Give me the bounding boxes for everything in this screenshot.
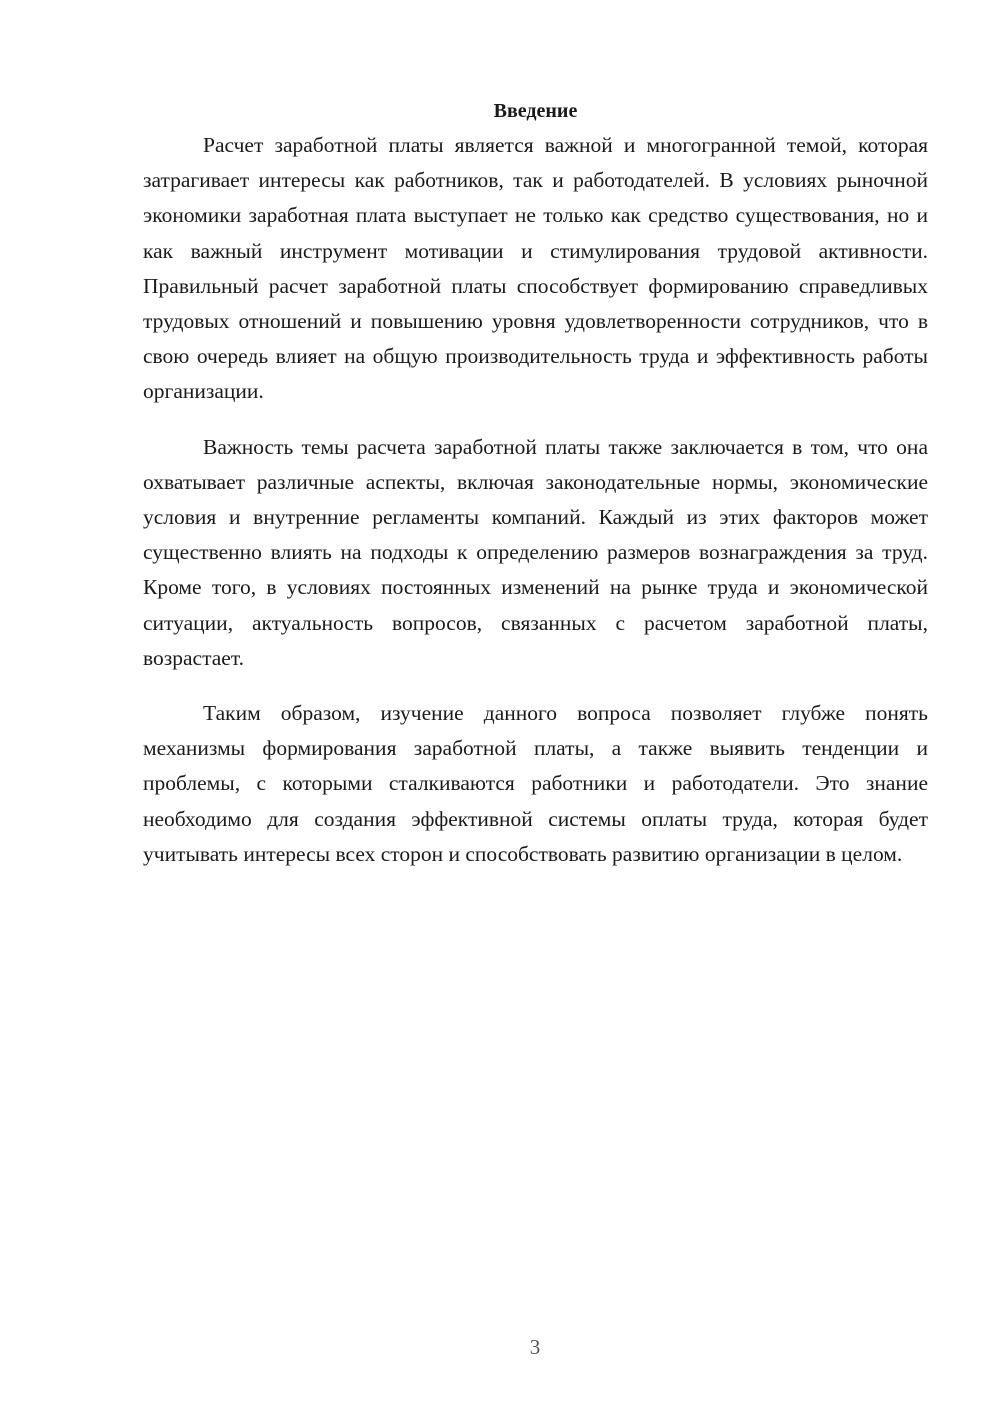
paragraph-3: Таким образом, изучение данного вопроса позволяет глубже понять механизмы формирования заработной платы, а также выявить тенденции и проблемы, с которыми сталкиваются работники и работодатели. Это знание необходимо для создания эффективной системы оплаты труда, которая будет учитывать интересы всех сторон и способствовать развитию организации в целом.: [143, 701, 928, 866]
page-content: [143, 96, 928, 872]
page-number: 3: [529, 1335, 541, 1359]
paragraph-2: Важность темы расчета заработной платы также заключается в том, что она охватывает различные аспекты, включая законодательные нормы, экономические условия и внутренние регламенты компаний. Каждый из этих факторов может существенно влиять на подходы к определению размеров вознаграждения за труд. Кроме того, в условиях постоянных изменений на рынке труда и экономической ситуации, актуальность вопросов, связанных с расчетом заработной платы, возрастает.: [143, 434, 928, 670]
section-title: Введение: [493, 100, 578, 122]
paragraph-1: Расчет заработной платы является важной и многогранной темой, которая затрагивает интересы как работников, так и работодателей. В условиях рыночной экономики заработная плата выступает не только как средство существования, но и как важный инструмент мотивации и стимулирования трудовой активности. Правильный расчет заработной платы способствует формированию справедливых трудовых отношений и повышению уровня удовлетворенности сотрудников, что в свою очередь влияет на общую производительность труда и эффективность работы организации.: [143, 133, 928, 404]
